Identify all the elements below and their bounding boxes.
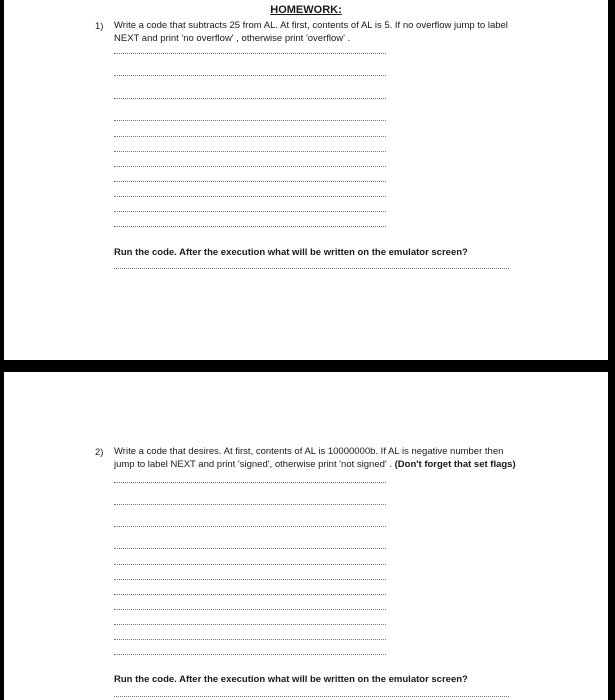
answer-line	[114, 564, 386, 565]
worksheet-page-1	[4, 0, 608, 360]
answer-line	[114, 98, 386, 99]
question-2-flag-note: (Don't forget that set flags)	[394, 459, 516, 470]
answer-line	[114, 226, 386, 227]
run-answer-line	[114, 268, 509, 269]
answer-line	[114, 196, 386, 197]
answer-line	[114, 181, 386, 182]
question-1-line-1: Write a code that subtracts 25 from AL. At first, contents of AL is 5. If no overflow jump to label	[114, 20, 508, 31]
run-prompt-1: Run the code. After the execution what will be written on the emulator screen?	[114, 247, 468, 258]
question-2-text	[114, 445, 544, 471]
question-1-number: 1)	[95, 21, 104, 32]
question-2-line-2-text: jump to label NEXT and print 'signed', otherwise print 'not signed' .	[114, 459, 395, 470]
answer-line	[114, 151, 386, 152]
worksheet-page-2	[4, 372, 608, 700]
homework-title: HOMEWORK:	[270, 4, 342, 16]
answer-line	[114, 526, 386, 527]
run-answer-line	[114, 696, 509, 697]
question-2-number: 2)	[95, 447, 104, 458]
answer-line	[114, 654, 386, 655]
answer-line	[114, 609, 386, 610]
answer-line	[114, 166, 386, 167]
question-2-line-1: Write a code that desires. At first, contents of AL is 10000000b. If AL is negative number then	[114, 446, 504, 457]
answer-line	[114, 639, 386, 640]
answer-line	[114, 75, 386, 76]
answer-line	[114, 136, 386, 137]
answer-line	[114, 594, 386, 595]
answer-line	[114, 548, 386, 549]
answer-line	[114, 579, 386, 580]
question-1-text	[114, 19, 544, 45]
answer-line	[114, 624, 386, 625]
question-2-line-2	[114, 458, 544, 471]
answer-line	[114, 504, 386, 505]
answer-line	[114, 120, 386, 121]
answer-line	[114, 482, 386, 483]
answer-line	[114, 53, 386, 54]
answer-line	[114, 211, 386, 212]
question-1-line-2: NEXT and print 'no overflow' , otherwise print 'overflow' .	[114, 33, 351, 44]
run-prompt-2: Run the code. After the execution what will be written on the emulator screen?	[114, 674, 468, 685]
